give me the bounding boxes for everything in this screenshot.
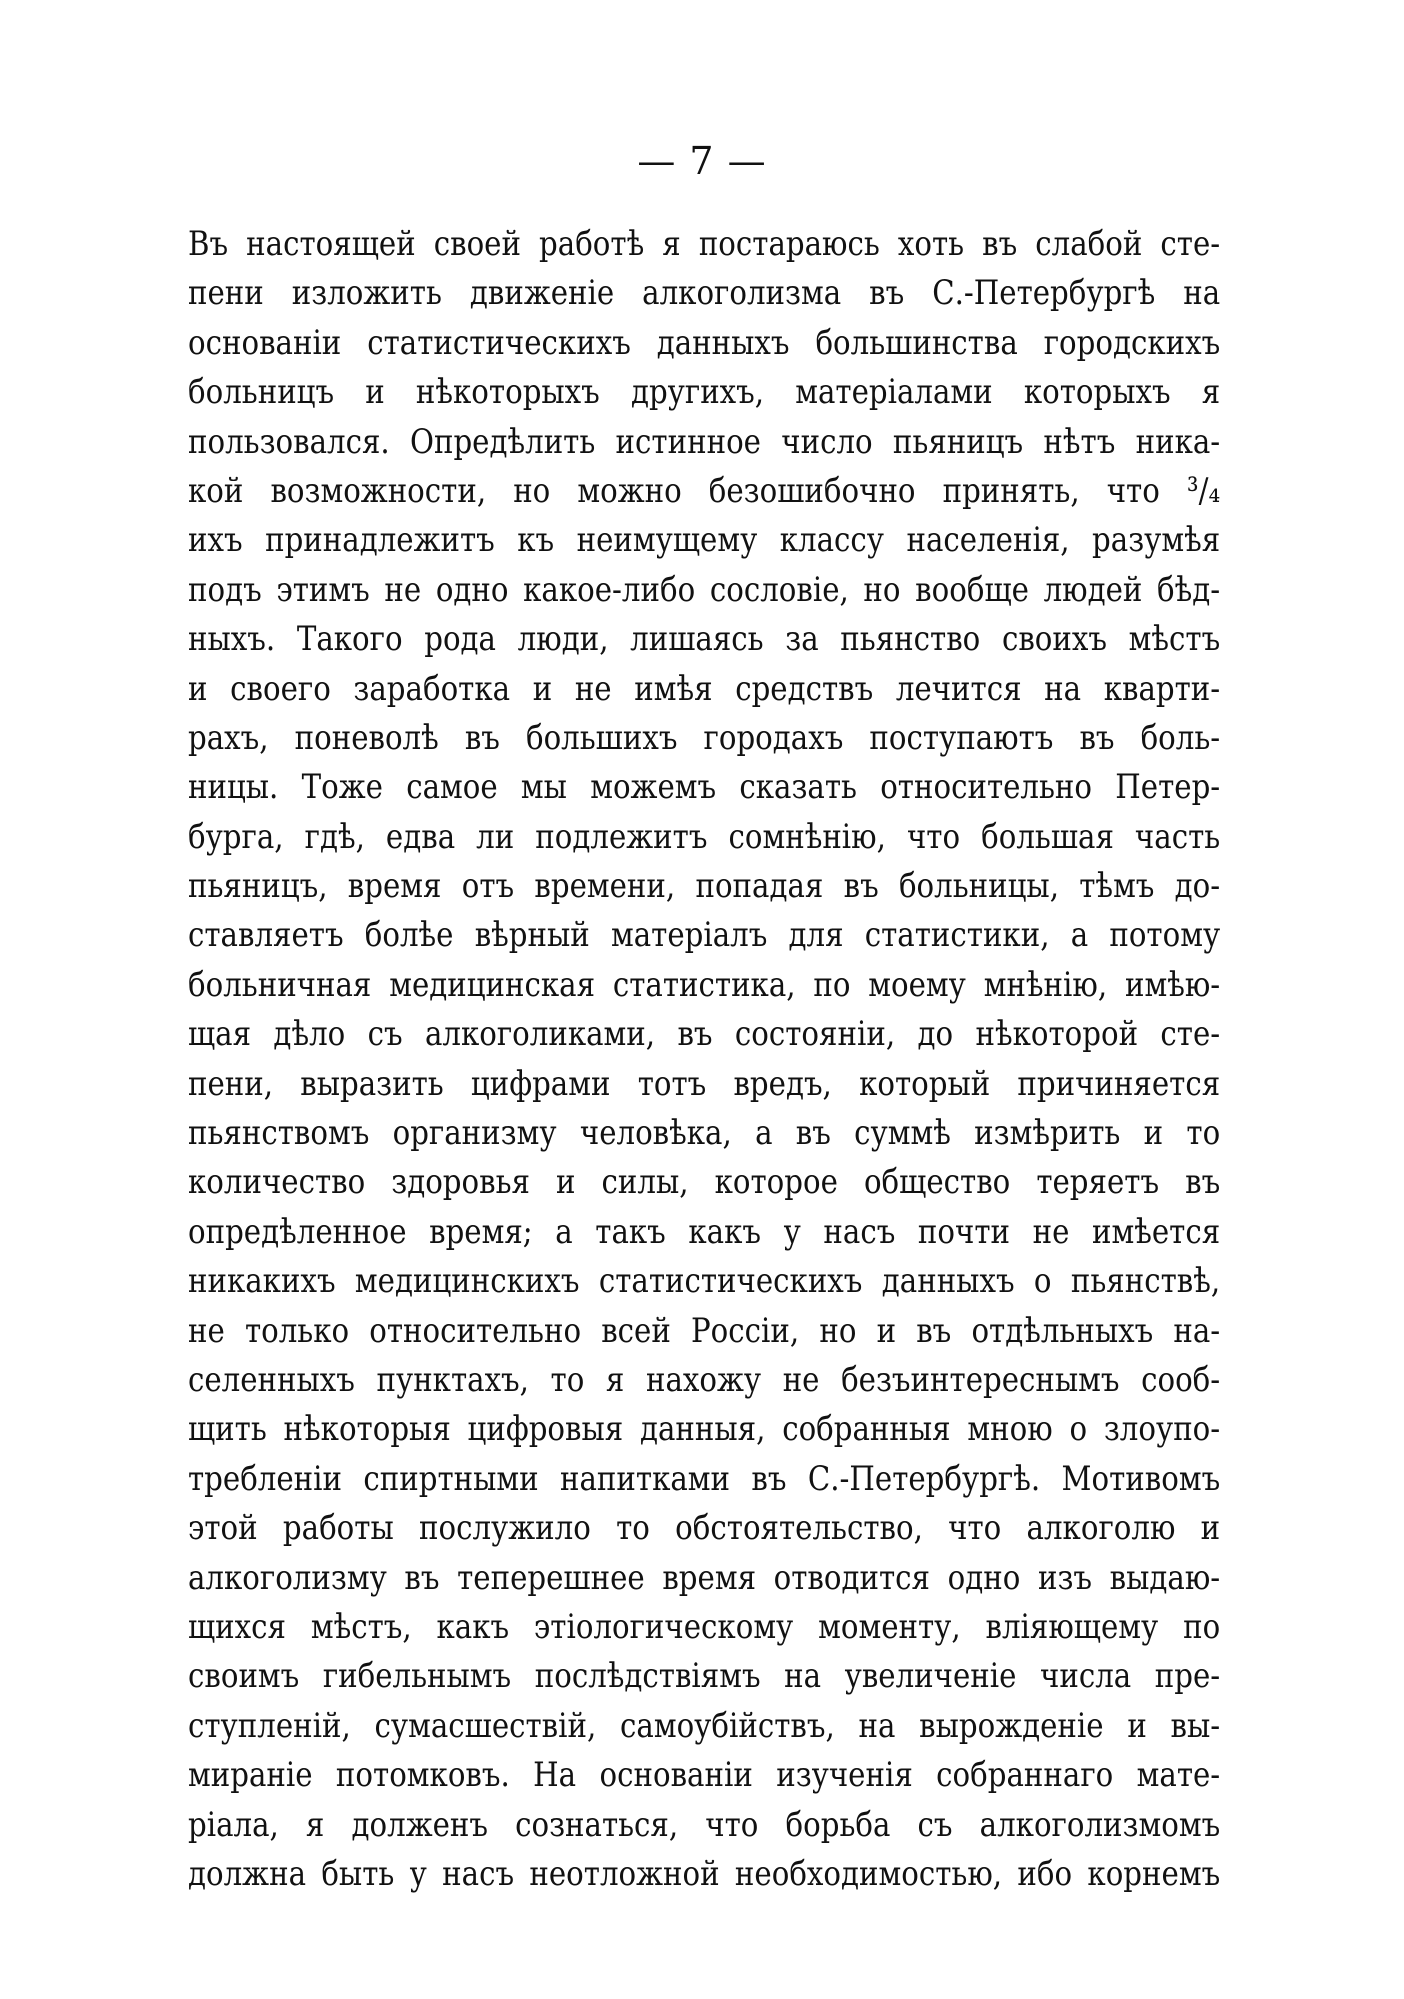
text-line: пьяницъ, время отъ времени, попадая въ больницы, тѣмъ до- [188,866,1221,907]
text-line: количество здоровья и силы, которое общество теряетъ въ [188,1162,1221,1203]
text-line: пени изложить движеніе алкоголизма въ С.-Петербургѣ на [188,273,1221,314]
text-line: подъ этимъ не одно какое-либо сословіе, но вообще людей бѣд- [188,569,1221,610]
text-line: селенныхъ пунктахъ, то я нахожу не безъинтереснымъ сооб- [188,1359,1221,1400]
text-line: и своего заработка и не имѣя средствъ лечится на кварти- [188,668,1221,709]
text-line: своимъ гибельнымъ послѣдствіямъ на увеличеніе числа пре- [188,1656,1221,1697]
page-number: — 7 — [637,139,767,183]
text-line: щихся мѣстъ, какъ этіологическому моменту, вліяющему по [188,1606,1221,1647]
body-text [188,220,1220,1899]
text-line: кой возможности, но можно безошибочно принять, что ³/₄ [188,470,1221,511]
text-line: ницы. Тоже самое мы можемъ сказать относительно Петер- [188,767,1221,808]
text-line: мираніе потомковъ. На основаніи изученія собраннаго мате- [188,1755,1221,1796]
text-line: больницъ и нѣкоторыхъ другихъ, матеріалами которыхъ я [188,372,1221,413]
text-line: ихъ принадлежитъ къ неимущему классу населенія, разумѣя [188,520,1221,561]
text-line: опредѣленное время; а такъ какъ у насъ почти не имѣется [188,1211,1221,1252]
text-line: требленіи спиртными напитками въ С.-Петербургѣ. Мотивомъ [188,1458,1221,1499]
text-line: пьянствомъ организму человѣка, а въ суммѣ измѣрить и то [188,1113,1221,1154]
text-line: должна быть у насъ неотложной необходимостью, ибо корнемъ [188,1853,1221,1894]
text-line: щить нѣкоторыя цифровыя данныя, собранныя мною о злоупо- [188,1409,1221,1450]
text-line: пользовался. Опредѣлить истинное число пьяницъ нѣтъ никa- [188,421,1221,462]
text-line: больничная медицинская статистика, по моему мнѣнію, имѣю- [188,964,1221,1005]
text-line: ступленій, сумасшествій, самоубійствъ, на вырожденіе и вы- [188,1705,1221,1746]
text-line: пени, выразить цифрами тотъ вредъ, который причиняется [188,1063,1221,1104]
text-line: никакихъ медицинскихъ статистическихъ данныхъ о пьянствѣ, [188,1261,1221,1302]
text-line: бурга, гдѣ, едва ли подлежитъ сомнѣнію, что большая часть [188,816,1221,857]
text-line: Въ настоящей своей работѣ я постараюсь хоть въ слабой сте- [188,224,1221,264]
text-line: ріала, я долженъ сознаться, что борьба съ алкоголизмомъ [188,1804,1221,1845]
text-line: не только относительно всей Россіи, но и въ отдѣльныхъ на- [188,1310,1221,1351]
text-line: ставляетъ болѣе вѣрный матеріалъ для статистики, а потому [188,915,1221,956]
text-line: основаніи статистическихъ данныхъ большинства городскихъ [188,322,1221,363]
text-line: щая дѣло съ алкоголиками, въ состояніи, до нѣкоторой сте- [188,1014,1221,1055]
text-line: ныхъ. Такого рода люди, лишаясь за пьянство своихъ мѣстъ [188,619,1221,660]
text-line: рахъ, поневолѣ въ большихъ городахъ поступаютъ въ боль- [188,717,1221,758]
text-line: алкоголизму въ теперешнее время отводится одно изъ выдаю- [188,1557,1221,1598]
text-line: этой работы послужило то обстоятельство, что алкоголю и [188,1508,1221,1549]
